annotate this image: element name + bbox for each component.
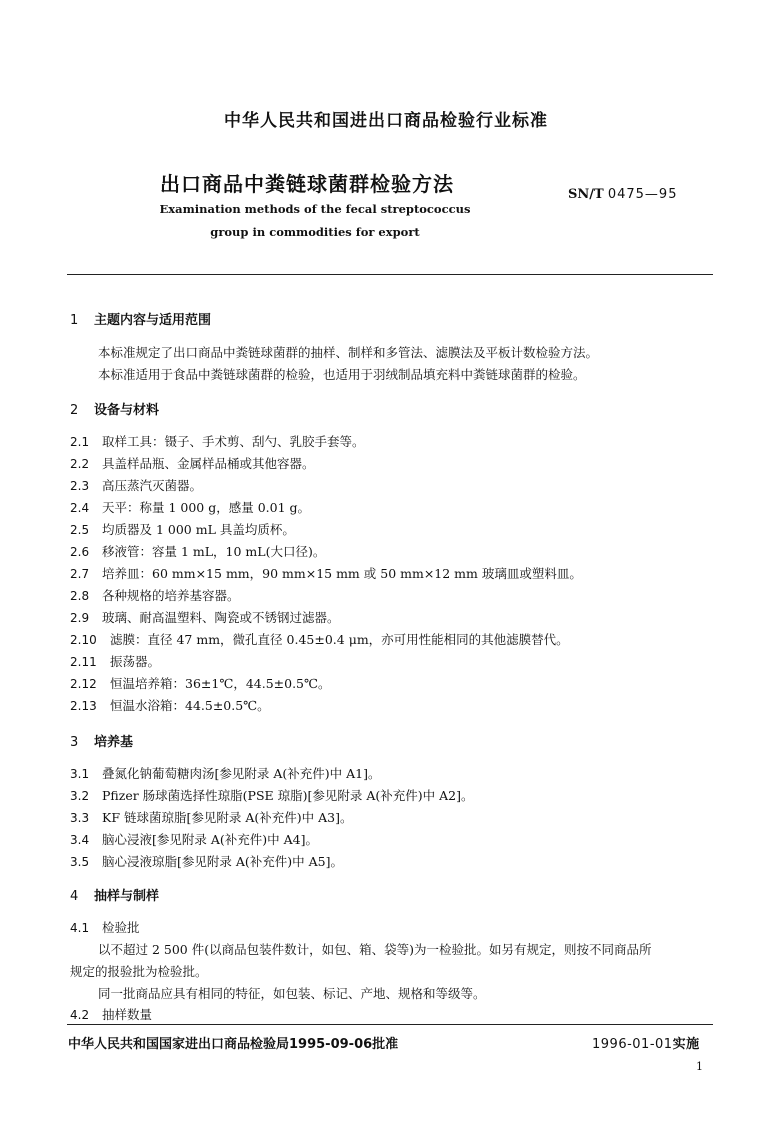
item-number: 3.3 — [70, 811, 90, 825]
item-number: 2.6 — [70, 545, 90, 559]
footer-divider — [67, 1024, 713, 1025]
standard-code — [568, 187, 677, 202]
effective-line — [592, 1033, 700, 1052]
section-title: 设备与材料 — [94, 403, 160, 418]
list-item — [70, 630, 569, 648]
item-text: 恒温水浴箱：44.5±0.5℃。 — [110, 698, 270, 713]
item-text: 检验批 — [102, 920, 140, 935]
list-item — [70, 520, 295, 538]
list-item — [70, 476, 202, 494]
standard-category: 中华人民共和国进出口商品检验行业标准 — [224, 111, 548, 131]
code-prefix: SN/T — [568, 187, 604, 202]
section-1-heading — [70, 309, 211, 328]
item-number: 2.9 — [70, 611, 90, 625]
item-number: 3.1 — [70, 767, 90, 781]
section-4-heading — [70, 885, 159, 904]
section-number: 4 — [70, 889, 79, 904]
effective-date: 1996-01-01 — [592, 1037, 673, 1052]
section-title: 抽样与制样 — [94, 889, 160, 904]
item-text: 各种规格的培养基容器。 — [102, 588, 240, 603]
item-number: 4.2 — [70, 1008, 90, 1022]
list-item — [70, 786, 473, 804]
section-4-paragraph-1a: 以不超过 2 500 件(以商品包装件数计，如包、箱、袋等)为一检验批。如另有规定，则按不同商品所 — [98, 942, 652, 957]
title-english-line2: group in commodities for export — [210, 225, 420, 239]
item-text: 脑心浸液[参见附录 A(补充件)中 A4]。 — [102, 832, 318, 847]
list-item — [70, 808, 352, 826]
item-number: 2.7 — [70, 567, 90, 581]
title-english-line1: Examination methods of the fecal streptococcus — [159, 202, 471, 216]
page-number: 1 — [696, 1060, 703, 1073]
item-number: 3.2 — [70, 789, 90, 803]
item-text: 叠氮化钠葡萄糖肉汤[参见附录 A(补充件)中 A1]。 — [102, 766, 381, 781]
item-text: 滤膜：直径 47 mm，微孔直径 0.45±0.4 μm，亦可用性能相同的其他滤膜替代。 — [110, 632, 569, 647]
section-3-heading — [70, 731, 133, 750]
item-text: KF 链球菌琼脂[参见附录 A(补充件)中 A3]。 — [102, 810, 353, 825]
title-chinese: 出口商品中粪链球菌群检验方法 — [160, 172, 454, 196]
section-4-paragraph-2: 同一批商品应具有相同的特征，如包装、标记、产地、规格和等级等。 — [98, 986, 486, 1001]
list-item — [70, 586, 240, 604]
item-number: 4.1 — [70, 921, 90, 935]
list-item — [70, 432, 365, 450]
item-text: 脑心浸液琼脂[参见附录 A(补充件)中 A5]。 — [102, 854, 343, 869]
item-number: 2.1 — [70, 435, 90, 449]
item-number: 2.11 — [70, 655, 97, 669]
item-text: Pfizer 肠球菌选择性琼脂(PSE 琼脂)[参见附录 A(补充件)中 A2]。 — [102, 788, 474, 803]
effective-label: 实施 — [672, 1037, 700, 1052]
item-text: 移液管：容量 1 mL，10 mL(大口径)。 — [102, 544, 326, 559]
section-number: 1 — [70, 313, 79, 328]
item-text: 具盖样品瓶、金属样品桶或其他容器。 — [102, 456, 315, 471]
list-item — [70, 674, 330, 692]
item-text: 天平：称量 1 000 g，感量 0.01 g。 — [102, 500, 311, 515]
item-number: 2.13 — [70, 699, 97, 713]
section-1-paragraph-1: 本标准规定了出口商品中粪链球菌群的抽样、制样和多管法、滤膜法及平板计数检验方法。 — [98, 345, 599, 360]
section-2-heading — [70, 399, 159, 418]
item-text: 恒温培养箱：36±1℃，44.5±0.5℃。 — [110, 676, 331, 691]
section-4-paragraph-1b: 规定的报验批为检验批。 — [70, 964, 208, 979]
list-item — [70, 696, 270, 714]
item-number: 2.12 — [70, 677, 97, 691]
list-item — [70, 608, 340, 626]
header-divider — [67, 274, 713, 275]
item-text: 取样工具：镊子、手术剪、刮勺、乳胶手套等。 — [102, 434, 365, 449]
list-item — [70, 830, 318, 848]
item-number: 2.5 — [70, 523, 90, 537]
list-item — [70, 454, 315, 472]
section-number: 2 — [70, 403, 79, 418]
item-number: 3.5 — [70, 855, 90, 869]
list-item — [70, 918, 140, 936]
list-item — [70, 1005, 152, 1023]
item-number: 2.3 — [70, 479, 90, 493]
item-number: 2.10 — [70, 633, 97, 647]
item-text: 培养皿：60 mm×15 mm，90 mm×15 mm 或 50 mm×12 mm 玻璃皿或塑料皿。 — [102, 566, 582, 581]
item-text: 振荡器。 — [110, 654, 161, 669]
list-item — [70, 764, 380, 782]
section-1-paragraph-2: 本标准适用于食品中粪链球菌群的检验，也适用于羽绒制品填充料中粪链球菌群的检验。 — [98, 367, 586, 382]
list-item — [70, 542, 325, 560]
item-number: 2.2 — [70, 457, 90, 471]
item-text: 均质器及 1 000 mL 具盖均质杯。 — [102, 522, 295, 537]
item-text: 玻璃、耐高温塑料、陶瓷或不锈钢过滤器。 — [102, 610, 340, 625]
item-number: 2.4 — [70, 501, 90, 515]
list-item — [70, 852, 343, 870]
approval-line: 中华人民共和国国家进出口商品检验局1995-09-06批准 — [68, 1037, 399, 1052]
list-item — [70, 498, 310, 516]
section-title: 培养基 — [94, 735, 134, 750]
section-number: 3 — [70, 735, 79, 750]
item-number: 2.8 — [70, 589, 90, 603]
item-number: 3.4 — [70, 833, 90, 847]
item-text: 抽样数量 — [102, 1007, 153, 1022]
list-item — [70, 652, 160, 670]
list-item — [70, 564, 582, 582]
section-title: 主题内容与适用范围 — [94, 313, 212, 328]
code-number: 0475—95 — [607, 187, 678, 202]
item-text: 高压蒸汽灭菌器。 — [102, 478, 203, 493]
